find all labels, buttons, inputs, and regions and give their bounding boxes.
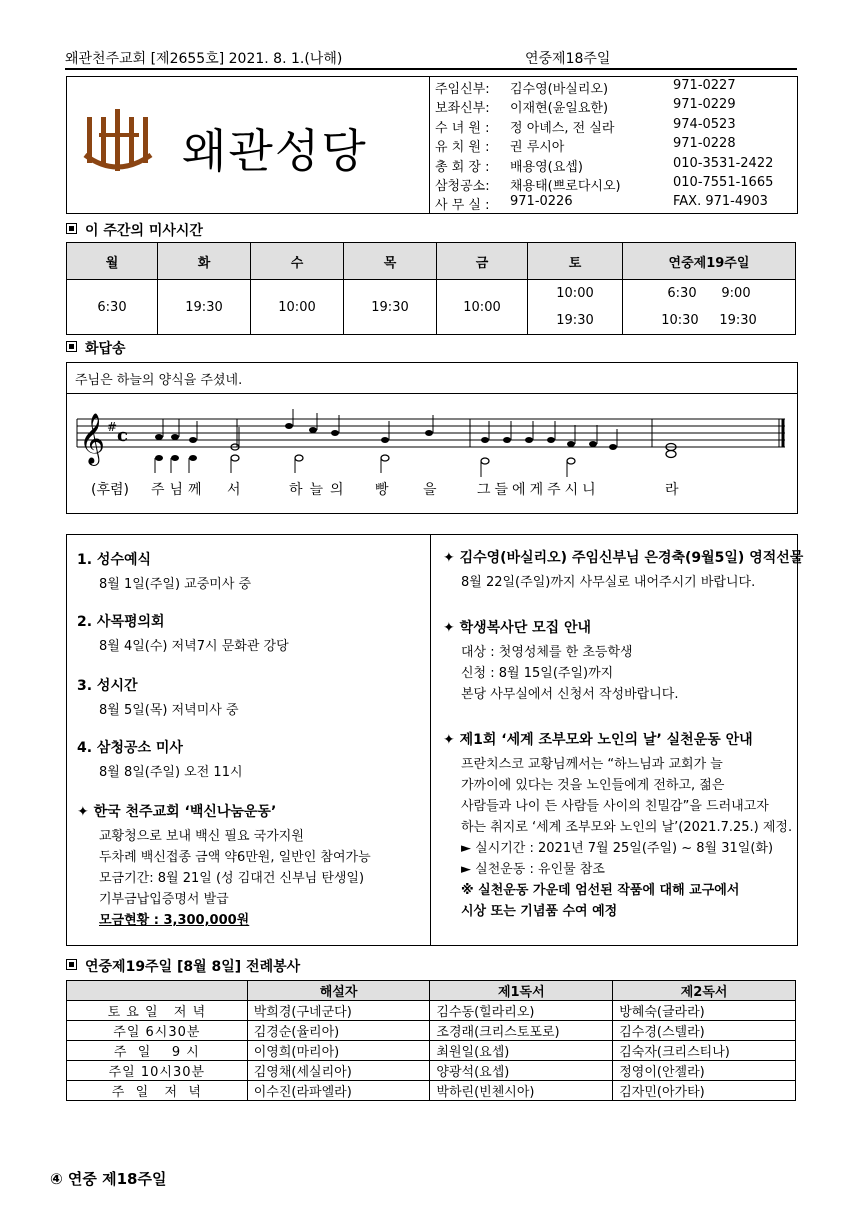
roster-row bbox=[67, 1061, 796, 1081]
roster-person: 최원일(요셉) bbox=[430, 1041, 613, 1061]
staff-role: 수 녀 원 : bbox=[435, 120, 490, 136]
staff-role: 유 치 원 : bbox=[435, 140, 490, 156]
music-staff bbox=[67, 407, 797, 487]
announcement-title: 3. 성시간 bbox=[77, 678, 138, 694]
parish-logo bbox=[67, 77, 430, 213]
roster-time: 주일 6시30분 bbox=[67, 1021, 248, 1041]
mass-day-header: 금 bbox=[437, 243, 528, 280]
mass-sun-2: 10:30 19:30 bbox=[623, 307, 796, 335]
roster-person: 조경래(크리스토포로) bbox=[430, 1021, 613, 1041]
parish-name-logo: 왜관성당 bbox=[182, 124, 368, 178]
announcement-line: 시상 또는 기념품 수여 예정 bbox=[461, 904, 618, 919]
liturgy-roster-table bbox=[66, 980, 796, 1101]
announcement-line: ► 실시기간 : 2021년 7월 25일(주일) ~ 8월 31일(화) bbox=[461, 841, 774, 856]
mass-times-table bbox=[66, 242, 796, 335]
staff-row bbox=[435, 97, 795, 116]
staff-phone: 010-3531-2422 bbox=[673, 155, 774, 171]
announcement-title: ✦ 학생복사단 모집 안내 bbox=[443, 620, 592, 636]
staff-role: 삼청공소: bbox=[435, 178, 490, 194]
announcement-line: 교황청으로 보내 백신 필요 국가지원 bbox=[99, 829, 304, 844]
roster-person: 김숙자(크리스티나) bbox=[613, 1041, 796, 1061]
roster-row bbox=[67, 1021, 796, 1041]
roster-header bbox=[67, 981, 248, 1001]
announcement-title: 2. 사목평의회 bbox=[77, 614, 165, 630]
mass-day-header: 목 bbox=[344, 243, 437, 280]
staff-phone: 971-0228 bbox=[673, 136, 736, 152]
roster-time: 주 일 저 녁 bbox=[67, 1081, 248, 1101]
roster-person: 양광석(요셉) bbox=[430, 1061, 613, 1081]
roster-row bbox=[67, 1081, 796, 1101]
staff-row bbox=[435, 175, 795, 194]
liturgical-week: 연중제18주일 bbox=[525, 51, 611, 67]
lyric-1: 주님께 bbox=[151, 482, 207, 498]
psalm-section-title: 화답송 bbox=[66, 338, 126, 358]
roster-person: 이수진(라파엘라) bbox=[247, 1081, 430, 1101]
roster-section-title: 연중제19주일 [8월 8일] 전례봉사 bbox=[66, 956, 300, 976]
announcement-line: ► 실천운동 : 유인물 참조 bbox=[461, 862, 605, 877]
mass-tue: 19:30 bbox=[158, 280, 251, 335]
psalm-refrain-text: 주님은 하늘의 양식을 주셨네. bbox=[75, 373, 243, 388]
mass-thu: 19:30 bbox=[344, 280, 437, 335]
announcement-line: 8월 8일(주일) 오전 11시 bbox=[99, 765, 243, 780]
roster-person: 김자민(아가타) bbox=[613, 1081, 796, 1101]
mass-day-header: 월 bbox=[67, 243, 158, 280]
roster-row bbox=[67, 1001, 796, 1021]
staff-phone: 971-0227 bbox=[673, 78, 736, 93]
mass-day-header: 화 bbox=[158, 243, 251, 280]
announcement-line: 8월 5일(목) 저녁미사 중 bbox=[99, 703, 239, 718]
svg-text:c: c bbox=[117, 425, 128, 446]
staff-row bbox=[435, 117, 795, 136]
staff-phone: 010-7551-1665 bbox=[673, 174, 774, 190]
roster-person: 김수경(스텔라) bbox=[613, 1021, 796, 1041]
page-footer: ④ 연중 제18주일 bbox=[50, 1170, 167, 1188]
psalm-box bbox=[66, 362, 798, 514]
roster-person: 김수동(힐라리오) bbox=[430, 1001, 613, 1021]
svg-text:#: # bbox=[107, 420, 118, 434]
announcement-line: 두차례 백신접종 금액 약6만원, 일반인 참여가능 bbox=[99, 850, 371, 865]
svg-text:𝄞: 𝄞 bbox=[79, 413, 106, 464]
staff-role: 주임신부: bbox=[435, 82, 490, 97]
roster-person: 이영희(마리아) bbox=[247, 1041, 430, 1061]
roster-time: 주 일 9 시 bbox=[67, 1041, 248, 1061]
staff-name: 이재현(윤일요한) bbox=[510, 101, 609, 117]
announcement-line: 신청 : 8월 15일(주일)까지 bbox=[461, 666, 614, 681]
roster-header: 제1독서 bbox=[430, 981, 613, 1001]
staff-name: 971-0226 bbox=[510, 194, 573, 210]
roster-person: 방혜숙(글라라) bbox=[613, 1001, 796, 1021]
lyric-7: 라 bbox=[665, 482, 679, 498]
announcement-line: 기부금납입증명서 발급 bbox=[99, 892, 229, 907]
mass-day-header: 토 bbox=[528, 243, 623, 280]
staff-phone: 974-0523 bbox=[673, 116, 736, 132]
roster-row bbox=[67, 1041, 796, 1061]
staff-name: 권 루시아 bbox=[510, 140, 565, 156]
roster-header: 제2독서 bbox=[613, 981, 796, 1001]
staff-name: 배용영(요셉) bbox=[510, 159, 583, 175]
bulletin-header bbox=[65, 48, 797, 70]
roster-person: 박하린(빈첸시아) bbox=[430, 1081, 613, 1101]
mass-wed: 10:00 bbox=[251, 280, 344, 335]
staff-row bbox=[435, 136, 795, 155]
church-symbol-icon bbox=[81, 103, 161, 183]
staff-name: 김수영(바실리오) bbox=[510, 82, 609, 97]
announcement-line: 8월 22일(주일)까지 사무실로 내어주시기 바랍니다. bbox=[461, 575, 756, 590]
lyric-6: 그들에게주시니 bbox=[477, 482, 600, 498]
staff-name: 정 아녜스, 전 실라 bbox=[510, 120, 615, 136]
lyric-5: 을 bbox=[423, 482, 437, 498]
mass-day-header: 연중제19주일 bbox=[623, 243, 796, 280]
announcement-line: 본당 사무실에서 신청서 작성바랍니다. bbox=[461, 687, 679, 702]
announcement-title: 1. 성수예식 bbox=[77, 552, 152, 568]
staff-role: 사 무 실 : bbox=[435, 198, 490, 214]
mass-sat-1: 10:00 bbox=[528, 280, 623, 308]
staff-row bbox=[435, 194, 795, 213]
announcement-title: 4. 삼청공소 미사 bbox=[77, 740, 183, 756]
announcement-line: 대상 : 첫영성체를 한 초등학생 bbox=[461, 645, 633, 660]
staff-role: 총 회 장 : bbox=[435, 159, 490, 175]
roster-time: 주일 10시30분 bbox=[67, 1061, 248, 1081]
parish-info-box bbox=[66, 76, 798, 214]
announcement-line: ※ 실천운동 가운데 엄선된 작품에 대해 교구에서 bbox=[461, 883, 740, 898]
announcement-line: 8월 4일(수) 저녁7시 문화관 강당 bbox=[99, 639, 289, 654]
announcement-line: 사람들과 나이 든 사람들 사이의 친밀감”을 드러내고자 bbox=[461, 799, 769, 814]
lyric-3: 하늘의 bbox=[289, 482, 351, 498]
staff-row bbox=[435, 156, 795, 175]
mass-fri: 10:00 bbox=[437, 280, 528, 335]
staff-phone: FAX. 971-4903 bbox=[673, 194, 768, 210]
announcement-line: 프란치스코 교황님께서는 “하느님과 교회가 늘 bbox=[461, 757, 723, 772]
mass-section-title: 이 주간의 미사시간 bbox=[66, 220, 203, 240]
bulletin-issue: 왜관천주교회 [제2655호] 2021. 8. 1.(나해) bbox=[65, 51, 343, 67]
roster-person: 박희경(구네군다) bbox=[247, 1001, 430, 1021]
staff-phone: 971-0229 bbox=[673, 97, 736, 113]
announcement-title: ✦ 제1회 ‘세계 조부모와 노인의 날’ 실천운동 안내 bbox=[443, 732, 753, 748]
roster-time: 토 요 일 저 녁 bbox=[67, 1001, 248, 1021]
announcement-line: 모금기간: 8월 21일 (성 김대건 신부님 탄생일) bbox=[99, 871, 365, 886]
lyric-4: 빵 bbox=[375, 482, 389, 498]
lyric-refrain: (후렴) bbox=[91, 482, 129, 498]
lyric-2: 서 bbox=[227, 482, 241, 498]
staff-list bbox=[435, 78, 795, 214]
announcement-line: 가까이에 있다는 것을 노인들에게 전하고, 젊은 bbox=[461, 778, 725, 793]
roster-person: 정영이(안젤라) bbox=[613, 1061, 796, 1081]
roster-person: 김영채(세실리아) bbox=[247, 1061, 430, 1081]
announcement-line: 모금현황 : 3,300,000원 bbox=[99, 913, 250, 928]
staff-name: 채용태(쁘로다시오) bbox=[510, 178, 621, 194]
announcements-box bbox=[66, 534, 804, 946]
mass-day-header: 수 bbox=[251, 243, 344, 280]
mass-sun-1: 6:30 9:00 bbox=[623, 280, 796, 308]
announcement-line: 하는 취지로 ‘세계 조부모와 노인의 날’(2021.7.25.) 제정. bbox=[461, 820, 793, 835]
mass-sat-2: 19:30 bbox=[528, 307, 623, 335]
roster-person: 김경순(율리아) bbox=[247, 1021, 430, 1041]
announcement-line: 8월 1일(주일) 교중미사 중 bbox=[99, 577, 252, 592]
announcement-title: ✦ 김수영(바실리오) 주임신부님 은경축(9월5일) 영적선물 bbox=[443, 550, 804, 566]
staff-role: 보좌신부: bbox=[435, 101, 490, 117]
mass-mon: 6:30 bbox=[67, 280, 158, 335]
staff-row bbox=[435, 78, 795, 97]
roster-header: 해설자 bbox=[247, 981, 430, 1001]
announcement-title: ✦ 한국 천주교회 ‘백신나눔운동’ bbox=[77, 804, 277, 820]
